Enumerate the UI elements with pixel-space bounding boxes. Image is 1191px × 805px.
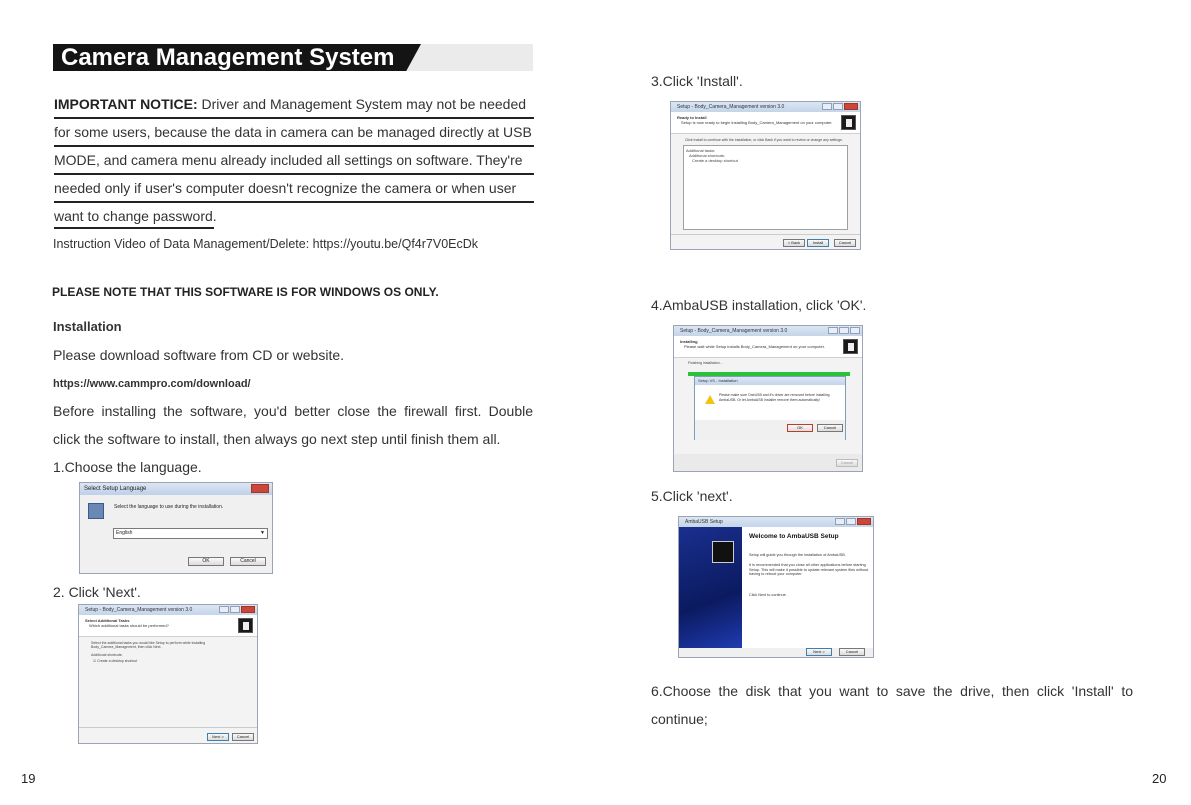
notice-underline-4: [54, 201, 534, 203]
cancel-button[interactable]: Cancel: [836, 459, 858, 467]
close-icon[interactable]: [850, 327, 860, 334]
setup-window-titlebar: [671, 102, 860, 112]
notice-line-1: [54, 95, 526, 113]
close-icon[interactable]: [241, 606, 255, 613]
language-value: English: [116, 530, 133, 536]
download-url[interactable]: https://www.cammpro.com/download/: [53, 378, 251, 390]
additional-tasks-sub: Which additional tasks should be performed?: [89, 623, 169, 628]
installing-header: [674, 336, 862, 358]
ready-header: [671, 112, 860, 134]
chevron-down-icon: ▼: [260, 530, 265, 536]
setup-icon: [88, 503, 104, 519]
page-title: Camera Management System: [61, 44, 395, 71]
desktop-shortcut-checkbox[interactable]: ☑ Create a desktop shortcut: [93, 659, 138, 663]
additional-tasks-body: Select the additional tasks you would like Setup to perform while installing Body_Camera_Management, then click Next.: [91, 641, 206, 649]
installing-screenshot: [673, 325, 863, 472]
notice-underline-5: [54, 227, 214, 229]
installing-footer: [674, 454, 863, 472]
ready-sub: Setup is now ready to begin installing Body_Camera_Management on your computer.: [681, 120, 833, 125]
windows-only-note: PLEASE NOTE THAT THIS SOFTWARE IS FOR WINDOWS OS ONLY.: [52, 285, 439, 299]
notice-line-5: want to change password.: [54, 208, 217, 224]
ready-list-2: Additional shortcuts:: [689, 153, 726, 158]
step-1-text: 1.Choose the language.: [53, 459, 202, 475]
notice-text-1: Driver and Management System may not be needed: [197, 96, 527, 112]
ambausb-logo-icon: [712, 541, 734, 563]
divider: [79, 727, 258, 728]
warning-icon: [705, 395, 715, 404]
ambausb-p2: It is recommended that you close all other applications before starting Setup. This will make it possible to update relevant system files without having to reboot your computer.: [749, 563, 869, 577]
ambausb-p1: Setup will guide you through the installation of AmbaUSB.: [749, 553, 846, 557]
setup-window-titlebar: [674, 326, 862, 336]
install-button[interactable]: Install: [807, 239, 829, 247]
notice-underline-2: [54, 145, 534, 147]
step-5-text: 5.Click 'next'.: [651, 488, 733, 504]
next-button[interactable]: Next >: [207, 733, 229, 741]
additional-tasks-heading: Select Additional Tasks: [85, 618, 130, 623]
ready-summary-box: [683, 145, 848, 230]
ready-to-install-screenshot: [670, 101, 861, 250]
amba-popup-message: Please make sure OneUSB and it's driver are removed before installing AmbaUSB. Or let AmbaUSB Installer remove them automatically!: [719, 393, 830, 402]
notice-line-4: needed only if user's computer doesn't recognize the camera or when user: [54, 180, 517, 196]
page-number-right: 20: [1152, 771, 1167, 786]
ambausb-p3: Click Next to continue.: [749, 593, 787, 597]
language-ok-button[interactable]: OK: [188, 557, 224, 566]
next-button[interactable]: Next >: [806, 648, 832, 656]
close-icon[interactable]: [844, 103, 858, 110]
installing-sub: Please wait while Setup installs Body_Camera_Management on your computer.: [684, 344, 825, 349]
ambausb-content: [742, 527, 874, 648]
notice-underline-1: [54, 117, 534, 119]
back-button[interactable]: < Back: [783, 239, 805, 247]
ready-body: Click Install to continue with the installation, or click Back if you want to review or change any settings.: [685, 138, 843, 142]
popup-cancel-button[interactable]: Cancel: [817, 424, 843, 432]
amba-popup-title: Setup VS - Installation: [695, 377, 845, 385]
ready-heading: Ready to Install: [677, 115, 707, 120]
ok-button[interactable]: OK: [787, 424, 813, 432]
cancel-button[interactable]: Cancel: [834, 239, 856, 247]
additional-shortcuts-label: Additional shortcuts:: [91, 653, 123, 657]
setup-window-titlebar: [79, 605, 257, 615]
ready-list-3: Create a desktop shortcut: [692, 158, 738, 163]
setup-logo-icon: [238, 618, 253, 633]
notice-line-3: MODE, and camera menu already included all settings on software. They're: [54, 152, 523, 168]
ambausb-welcome-screenshot: [678, 516, 874, 658]
installing-heading: Installing: [680, 339, 698, 344]
step-2-text: 2. Click 'Next'.: [53, 584, 141, 600]
language-prompt: Select the language to use during the installation.: [114, 504, 224, 510]
installation-heading: Installation: [53, 319, 122, 334]
notice-lead: IMPORTANT NOTICE:: [54, 96, 198, 112]
language-cancel-button[interactable]: Cancel: [230, 557, 266, 566]
setup-logo-icon: [841, 115, 856, 130]
ambausb-title: AmbaUSB Setup: [685, 519, 723, 525]
setup-window-title: Setup - Body_Camera_Management version 3.0: [85, 607, 193, 613]
before-text-1: Before installing the software, you'd better close the firewall first. Double: [53, 403, 533, 419]
desktop-shortcut-label: Create a desktop shortcut: [97, 659, 138, 663]
installing-status: Finishing installation...: [688, 361, 723, 365]
cancel-button[interactable]: Cancel: [839, 648, 865, 656]
step-3-text: 3.Click 'Install'.: [651, 73, 743, 89]
step-6-text-1: 6.Choose the disk that you want to save the drive, then click 'Install' to: [651, 683, 1133, 699]
ready-list-1: Additional tasks:: [686, 148, 716, 153]
ambausb-titlebar: [679, 517, 873, 527]
language-dialog-titlebar: [80, 483, 272, 495]
language-dialog-screenshot: [79, 482, 273, 574]
step-6-text-2: continue;: [651, 711, 708, 727]
notice-line-2: for some users, because the data in camera can be managed directly at USB: [54, 124, 532, 140]
setup-window-title: Setup - Body_Camera_Management version 3.0: [677, 104, 785, 110]
step-4-text: 4.AmbaUSB installation, click 'OK'.: [651, 297, 867, 313]
setup-logo-icon: [843, 339, 858, 354]
close-icon[interactable]: [857, 518, 871, 525]
additional-tasks-header: [79, 615, 257, 637]
ambausb-side-banner: [679, 527, 742, 648]
language-select[interactable]: [113, 528, 268, 539]
cancel-button[interactable]: Cancel: [232, 733, 254, 741]
video-link[interactable]: Instruction Video of Data Management/Delete: https://youtu.be/Qf4r7V0EcDk: [53, 237, 479, 251]
language-dialog-title: Select Setup Language: [84, 486, 147, 492]
amba-popup: [694, 376, 846, 440]
ambausb-heading: Welcome to AmbaUSB Setup: [749, 533, 839, 540]
close-icon[interactable]: [251, 484, 269, 493]
setup-window-title: Setup - Body_Camera_Management version 3.0: [680, 328, 788, 334]
divider: [671, 234, 861, 235]
additional-tasks-screenshot: [78, 604, 258, 744]
before-text-2: click the software to install, then always go next step until finish them all.: [53, 431, 501, 447]
download-text: Please download software from CD or website.: [53, 347, 345, 363]
notice-underline-3: [54, 173, 534, 175]
page-number-left: 19: [21, 771, 36, 786]
